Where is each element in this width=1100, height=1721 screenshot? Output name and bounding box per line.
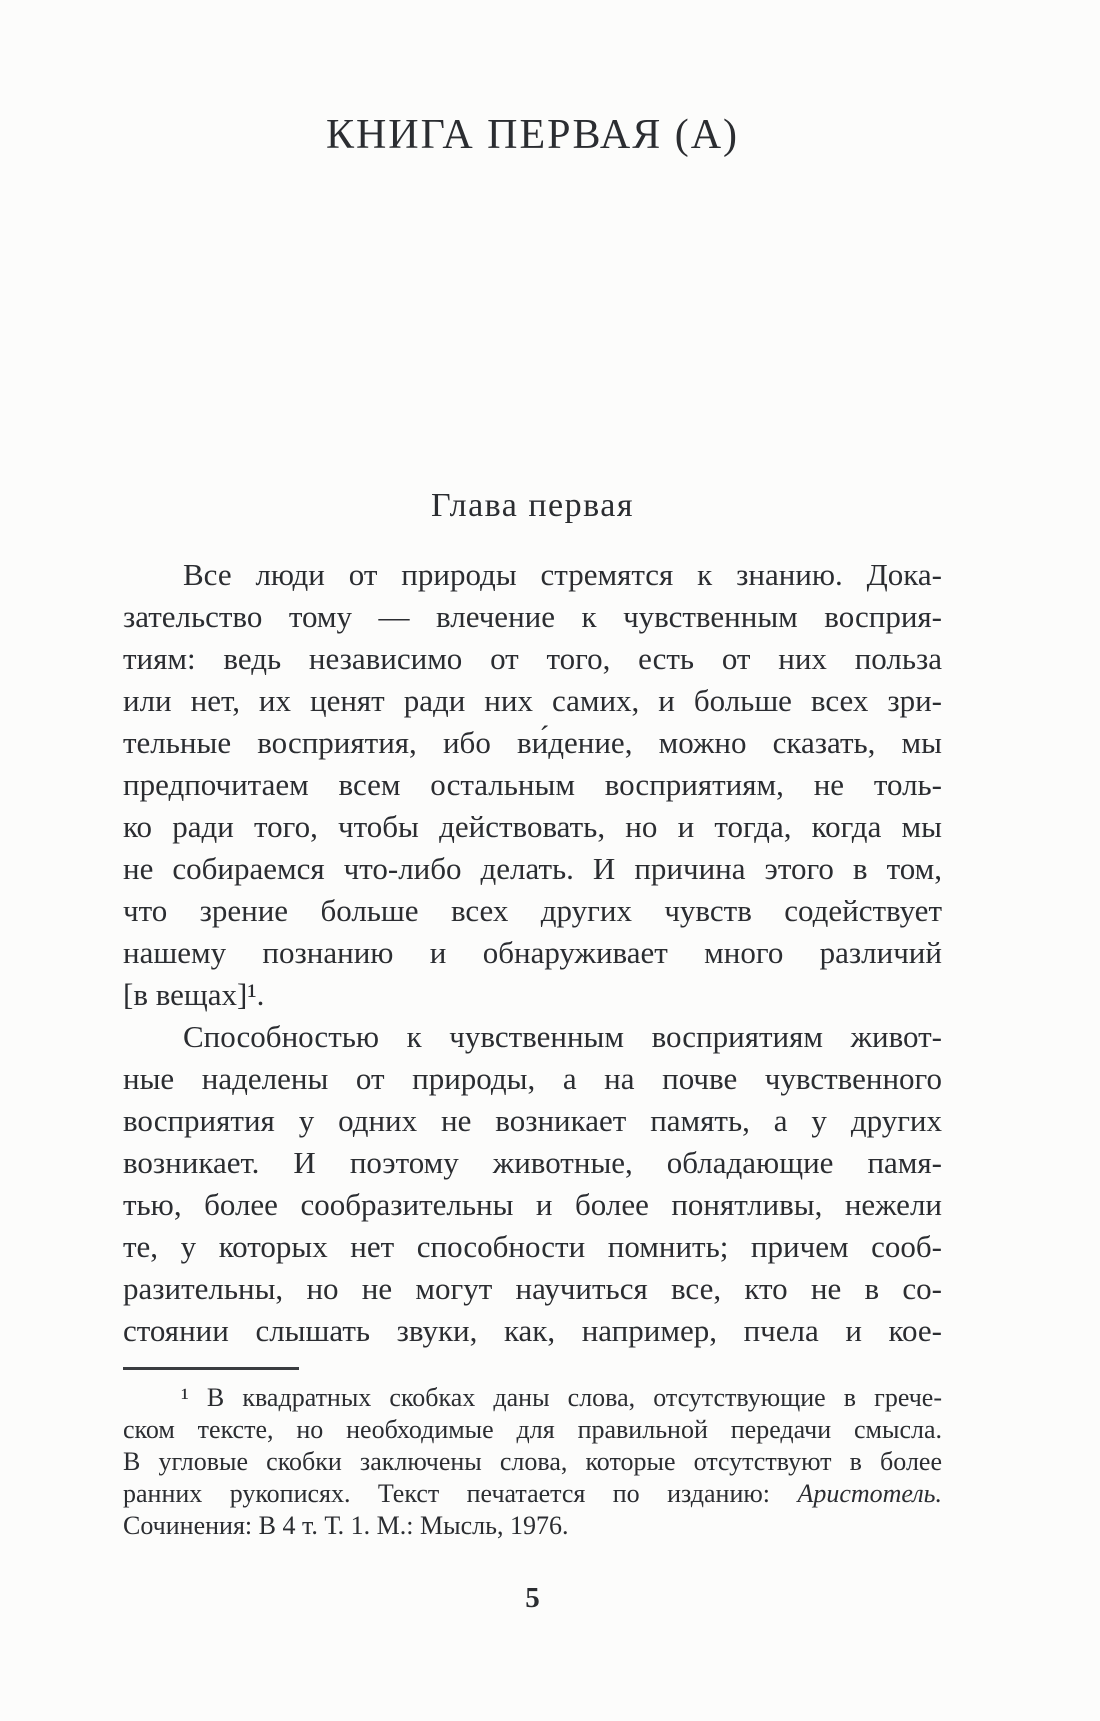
- text-line: разительны, но не могут научиться все, кто не в со-: [123, 1271, 942, 1306]
- book-title: КНИГА ПЕРВАЯ (А): [325, 112, 740, 158]
- text-line: тью, более сообразительны и более понятливы, нежели: [123, 1187, 942, 1222]
- text-line: зательство тому — влечение к чувственным восприя-: [123, 599, 942, 634]
- footnote: [123, 1382, 942, 1542]
- body-text: [123, 554, 942, 1352]
- paragraph: [123, 1016, 942, 1352]
- text-line: не собираемся что-либо делать. И причина этого в том,: [123, 851, 942, 886]
- text-line: предпочитаем всем остальным восприятиям, не толь-: [123, 767, 942, 802]
- footnote-author-italic: Аристотель.: [797, 1479, 942, 1508]
- footnote-line: [123, 1478, 942, 1510]
- text-line: возникает. И поэтому животные, обладающие памя-: [123, 1145, 942, 1180]
- chapter-heading: Глава первая: [431, 487, 634, 524]
- footnote-line: [123, 1446, 942, 1478]
- footnote-line: [123, 1382, 942, 1414]
- text-line: восприятия у одних не возникает память, а у других: [123, 1103, 942, 1138]
- footnote-text: ¹ В квадратных скобках даны слова, отсутствующие в грече-: [181, 1383, 942, 1412]
- text-line: Все люди от природы стремятся к знанию. Дока-: [183, 557, 942, 592]
- footnote-text: ранних рукописях. Текст печатается по изданию:: [123, 1479, 798, 1508]
- text-line: стоянии слышать звуки, как, например, пчела и кое-: [123, 1313, 942, 1348]
- text-line: нашему познанию и обнаруживает много различий: [123, 935, 942, 970]
- footnote-text: В угловые скобки заключены слова, которые отсутствуют в более: [123, 1447, 942, 1476]
- footnote-line: [123, 1414, 942, 1446]
- text-line: те, у которых нет способности помнить; причем сооб-: [123, 1229, 942, 1264]
- footnote-text: Сочинения: В 4 т. Т. 1. М.: Мысль, 1976.: [123, 1511, 569, 1540]
- text-line: тиям: ведь независимо от того, есть от них польза: [123, 641, 942, 676]
- text-line: Способностью к чувственным восприятиям живот-: [183, 1019, 942, 1054]
- text-line: [в вещах]¹.: [123, 977, 265, 1012]
- text-line: тельные восприятия, ибо ви́дение, можно сказать, мы: [123, 725, 942, 760]
- paragraph: [123, 554, 942, 1016]
- text-line: ные наделены от природы, а на почве чувственного: [123, 1061, 942, 1096]
- text-line: или нет, их ценят ради них самих, и больше всех зри-: [123, 683, 942, 718]
- footnote-text: ском тексте, но необходимые для правильной передачи смысла.: [123, 1415, 942, 1444]
- footnote-line: [123, 1510, 942, 1542]
- text-line: что зрение больше всех других чувств содействует: [123, 893, 942, 928]
- text-line: ко ради того, чтобы действовать, но и тогда, когда мы: [123, 809, 942, 844]
- footnote-divider: [123, 1367, 299, 1370]
- page-number: 5: [525, 1582, 540, 1614]
